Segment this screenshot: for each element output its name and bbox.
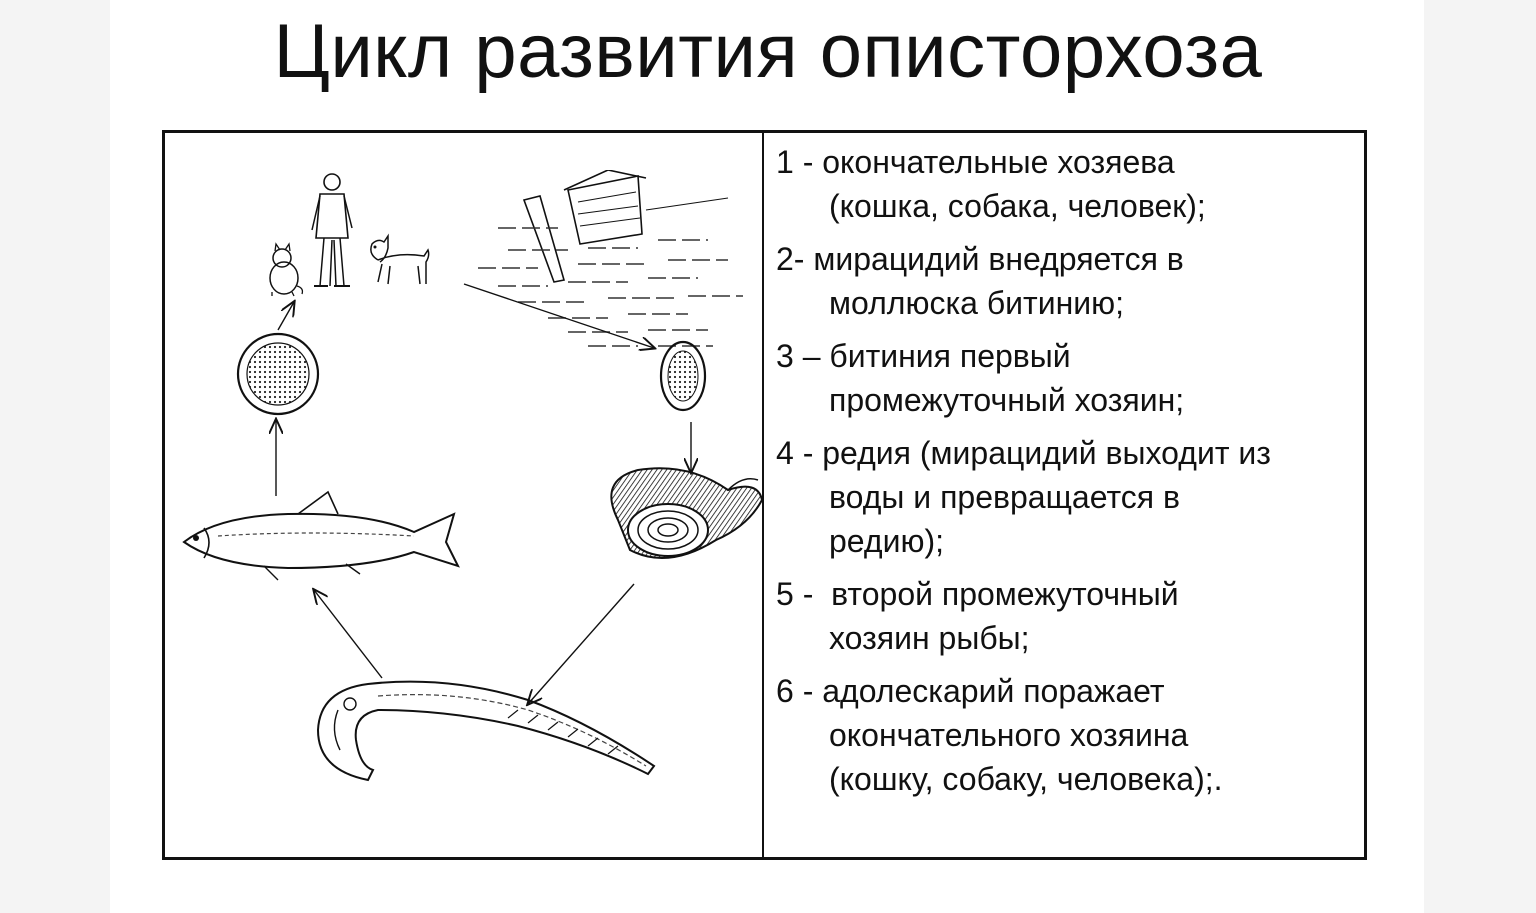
legend-item — [776, 334, 1356, 422]
life-cycle-illustration — [168, 170, 764, 796]
dog-icon — [371, 236, 429, 284]
legend — [776, 140, 1356, 810]
legend-line: 1 - окончательные хозяева — [776, 144, 1175, 180]
legend-item — [776, 237, 1356, 325]
legend-line: хозяин рыбы; — [829, 620, 1030, 656]
legend-item — [776, 140, 1356, 228]
legend-line: воды и превращается в — [829, 479, 1180, 515]
water-icon — [478, 228, 743, 346]
legend-line: 4 - редия (мирацидий выходит из — [776, 435, 1271, 471]
legend-line: 5 - второй промежуточный — [776, 576, 1179, 612]
snail-icon — [611, 468, 762, 558]
boat-icon — [524, 170, 728, 282]
page-title: Цикл развития описторхоза — [273, 9, 1263, 94]
fish-icon — [184, 492, 458, 580]
legend-line: редию); — [829, 523, 944, 559]
cercaria-icon — [318, 682, 654, 780]
human-icon — [312, 174, 352, 286]
legend-line: 6 - адолескарий поражает — [776, 673, 1165, 709]
legend-line: моллюска битинию; — [829, 285, 1124, 321]
legend-line: 3 – битиния первый — [776, 338, 1071, 374]
egg-icon — [661, 342, 705, 410]
cat-icon — [270, 244, 302, 296]
legend-line: промежуточный хозяин; — [829, 382, 1185, 418]
legend-item — [776, 669, 1356, 801]
legend-line: (кошку, собаку, человека);. — [829, 761, 1223, 797]
metacercaria-cyst-icon — [238, 334, 318, 414]
legend-line: 2- мирацидий внедряется в — [776, 241, 1184, 277]
legend-line: (кошка, собака, человек); — [829, 188, 1206, 224]
legend-item — [776, 431, 1356, 563]
legend-line: окончательного хозяина — [829, 717, 1189, 753]
legend-item — [776, 572, 1356, 660]
